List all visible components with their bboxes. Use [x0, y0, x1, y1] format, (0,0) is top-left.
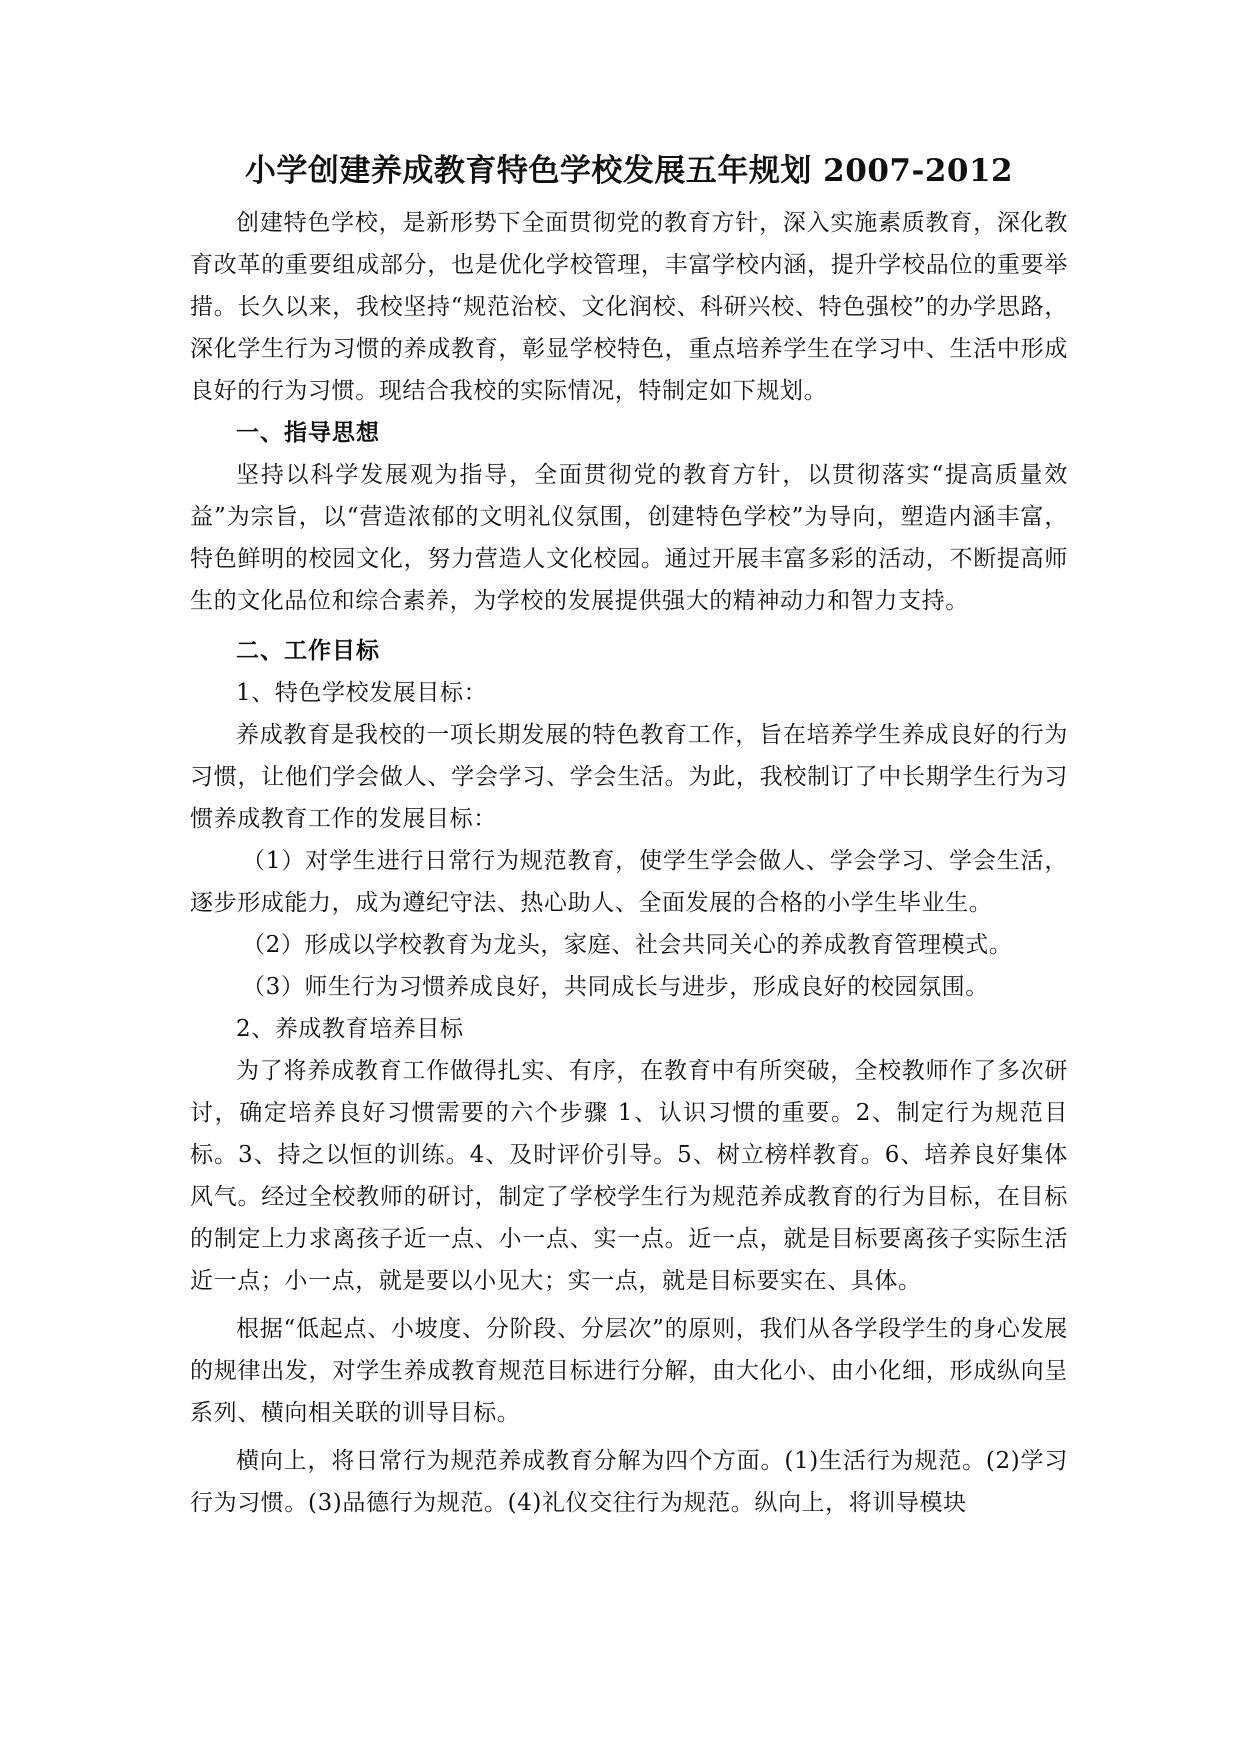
- section-heading-work-goals: 二、工作目标: [236, 637, 380, 664]
- horizontal-vertical-paragraph: 横向上，将日常行为规范养成教育分解为四个方面。(1)生活行为规范。(2)学习行为习惯。(3)品德行为规范。(4)礼仪交往行为规范。纵向上，将训导模块: [190, 1448, 1068, 1516]
- principle-paragraph: 根据“低起点、小坡度、分阶段、分层次”的原则，我们从各学段学生的身心发展的规律出发，对学生养成教育规范目标进行分解，由大化小、由小化细，形成纵向呈系列、横向相关联的训导目标。: [190, 1316, 1068, 1426]
- section-heading-guiding-ideology: 一、指导思想: [236, 419, 380, 446]
- subheading-training-goals: 2、养成教育培养目标: [236, 1016, 464, 1042]
- intro-paragraph: 创建特色学校，是新形势下全面贯彻党的教育方针，深入实施素质教育，深化教育改革的重要组成部分，也是优化学校管理，丰富学校内涵，提升学校品位的重要举措。长久以来，我校坚持“规范治校、文化润校、科研兴校、特色强校”的办学思路，深化学生行为习惯的养成教育，彰显学校特色，重点培养学生在学习中、生活中形成良好的行为习惯。现结合我校的实际情况，特制定如下规划。: [190, 210, 1068, 404]
- goal-item-3: （3）师生行为习惯养成良好，共同成长与进步，形成良好的校园氛围。: [242, 974, 989, 1000]
- goal-item-1: （1）对学生进行日常行为规范教育，使学生学会做人、学会学习、学会生活，逐步形成能力，成为遵纪守法、热心助人、全面发展的合格的小学生毕业生。: [190, 848, 1068, 916]
- document-body: [190, 150, 1068, 1524]
- goal-item-2: （2）形成以学校教育为龙头，家庭、社会共同关心的养成教育管理模式。: [242, 932, 1013, 958]
- spacer: [190, 622, 1068, 630]
- guiding-ideology-paragraph: 坚持以科学发展观为指导，全面贯彻党的教育方针，以贯彻落实“提高质量效益”为宗旨，以“营造浓郁的文明礼仪氛围，创建特色学校”为导向，塑造内涵丰富，特色鲜明的校园文化，努力营造人文化校园。通过开展丰富多彩的活动，不断提高师生的文化品位和综合素养，为学校的发展提供强大的精神动力和智力支持。: [190, 462, 1068, 614]
- document-title: 小学创建养成教育特色学校发展五年规划 2007-2012: [244, 153, 1014, 189]
- school-development-paragraph: 养成教育是我校的一项长期发展的特色教育工作，旨在培养学生养成良好的行为习惯，让他们学会做人、学会学习、学会生活。为此，我校制订了中长期学生行为习惯养成教育工作的发展目标：: [190, 722, 1068, 832]
- training-goals-paragraph: 为了将养成教育工作做得扎实、有序，在教育中有所突破，全校教师作了多次研讨，确定培养良好习惯需要的六个步骤 1、认识习惯的重要。2、制定行为规范目标。3、持之以恒的训练。4、及时评价引导。5、树立榜样教育。6、培养良好集体风气。经过全校教师的研讨，制定了学校学生行为规范养成教育的行为目标，在目标的制定上力求离孩子近一点、小一点、实一点。近一点，就是目标要离孩子实际生活近一点；小一点，就是要以小见大；实一点，就是目标要实在、具体。: [190, 1058, 1068, 1294]
- subheading-school-development-goals: 1、特色学校发展目标：: [236, 680, 488, 706]
